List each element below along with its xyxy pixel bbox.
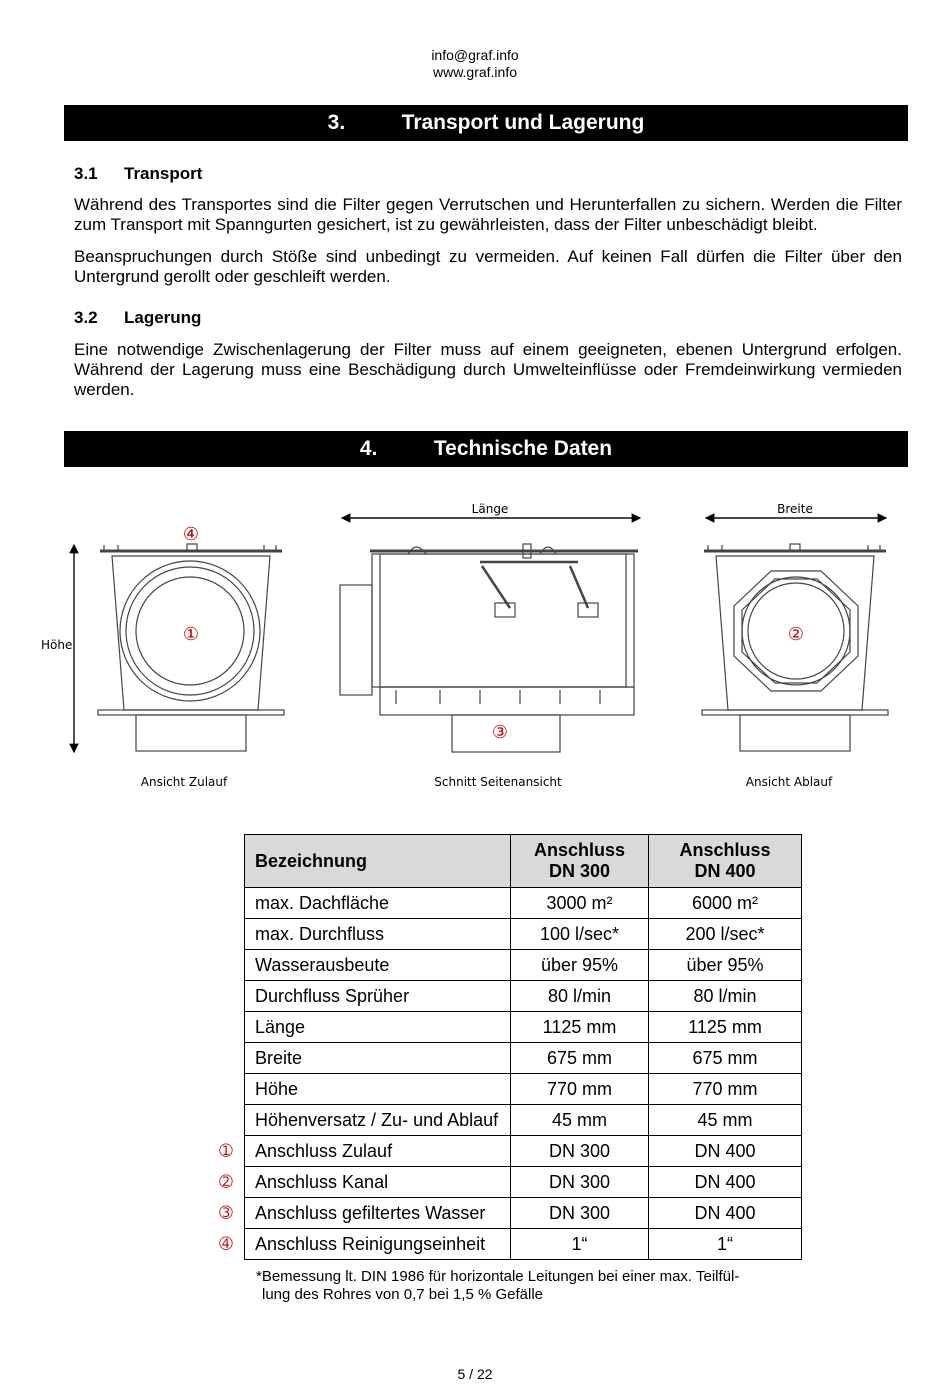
technical-data-table bbox=[244, 834, 802, 1260]
subsection-3-2-heading bbox=[74, 308, 201, 328]
label-hoehe: Höhe bbox=[41, 638, 73, 652]
label-laenge: Länge bbox=[471, 502, 509, 516]
subsection-3-1-title: Transport bbox=[124, 164, 203, 183]
header-dn300: Anschluss DN 300 bbox=[511, 835, 649, 888]
table-header-row bbox=[245, 835, 802, 888]
page-number: 5 / 22 bbox=[457, 1366, 493, 1382]
section-3-number: 3. bbox=[327, 111, 346, 134]
table-row: Höhenversatz / Zu- und Ablauf 45 mm 45 mm bbox=[245, 1105, 802, 1136]
header-email: info@graf.info bbox=[431, 47, 519, 63]
caption-ansicht-ablauf: Ansicht Ablauf bbox=[745, 775, 833, 789]
header-website: www.graf.info bbox=[432, 64, 518, 80]
table-row: Breite 675 mm 675 mm bbox=[245, 1043, 802, 1074]
front-view-inlet bbox=[98, 544, 284, 751]
marker-4-cleaning-unit: ④ bbox=[182, 524, 200, 545]
table-row: Anschluss Reinigungseinheit 1“ 1“ bbox=[245, 1229, 802, 1260]
front-view-outlet bbox=[702, 544, 888, 751]
lagerung-paragraph: Eine notwendige Zwischenlagerung der Filter muss auf einem geeigneten, ebenen Untergrund erfolgen. Während der Lagerung muss eine Beschädigung durch Umwelteinflüsse oder Fremdeinwirkung vermieden werden. bbox=[74, 340, 902, 399]
table-row: Anschluss gefiltertes Wasser DN 300 DN 400 bbox=[245, 1198, 802, 1229]
section-4-heading bbox=[64, 431, 908, 467]
table-row: Länge 1125 mm 1125 mm bbox=[245, 1012, 802, 1043]
table-row: max. Durchfluss 100 l/sec* 200 l/sec* bbox=[245, 919, 802, 950]
row-marker-3: ➂ bbox=[219, 1205, 233, 1222]
transport-paragraph-1: Während des Transportes sind die Filter gegen Verrutschen und Herunterfallen zu sichern. Werden die Filter zum Transport mit Spanngurten gesichert, ist zu gewährleisten, dass der Filter unbeschädigt bleibt. bbox=[74, 195, 902, 234]
section-4-number: 4. bbox=[359, 437, 378, 460]
table-row: Durchfluss Sprüher 80 l/min 80 l/min bbox=[245, 981, 802, 1012]
caption-schnitt-seitenansicht: Schnitt Seitenansicht bbox=[434, 775, 562, 789]
table-row: Anschluss Kanal DN 300 DN 400 bbox=[245, 1167, 802, 1198]
section-4-title: Technische Daten bbox=[433, 437, 613, 460]
section-3-title: Transport und Lagerung bbox=[401, 111, 645, 134]
table-row: max. Dachfläche 3000 m² 6000 m² bbox=[245, 888, 802, 919]
table-row: Anschluss Zulauf DN 300 DN 400 bbox=[245, 1136, 802, 1167]
header-bezeichnung: Bezeichnung bbox=[245, 835, 511, 888]
table-row: Wasserausbeute über 95% über 95% bbox=[245, 950, 802, 981]
transport-paragraph-2: Beanspruchungen durch Stöße sind unbedingt zu vermeiden. Auf keinen Fall dürfen die Filter über den Untergrund gerollt oder geschleift werden. bbox=[74, 247, 902, 286]
marker-2-channel: ② bbox=[787, 624, 805, 645]
side-section-view bbox=[340, 544, 638, 752]
table-footnote bbox=[256, 1268, 786, 1304]
technical-drawing bbox=[0, 490, 950, 800]
table-row: Höhe 770 mm 770 mm bbox=[245, 1074, 802, 1105]
subsection-3-1-number: 3.1 bbox=[74, 164, 98, 183]
footnote-line-2: lung des Rohres von 0,7 bei 1,5 % Gefälle bbox=[262, 1286, 544, 1303]
subsection-3-2-number: 3.2 bbox=[74, 308, 98, 327]
header-dn400: Anschluss DN 400 bbox=[649, 835, 802, 888]
marker-1-inlet: ① bbox=[182, 624, 200, 645]
row-marker-4: ➃ bbox=[219, 1236, 233, 1253]
caption-ansicht-zulauf: Ansicht Zulauf bbox=[140, 775, 228, 789]
subsection-3-1-heading bbox=[74, 164, 202, 184]
marker-3-filtered-water: ③ bbox=[491, 722, 509, 743]
page-header bbox=[0, 47, 950, 81]
footnote-line-1: *Bemessung lt. DIN 1986 für horizontale Leitungen bei einer max. Teilfül- bbox=[256, 1268, 740, 1285]
section-3-heading bbox=[64, 105, 908, 141]
subsection-3-2-title: Lagerung bbox=[124, 308, 202, 327]
row-marker-1: ➀ bbox=[219, 1143, 233, 1160]
row-marker-2: ➁ bbox=[219, 1174, 233, 1191]
label-breite: Breite bbox=[777, 502, 813, 516]
